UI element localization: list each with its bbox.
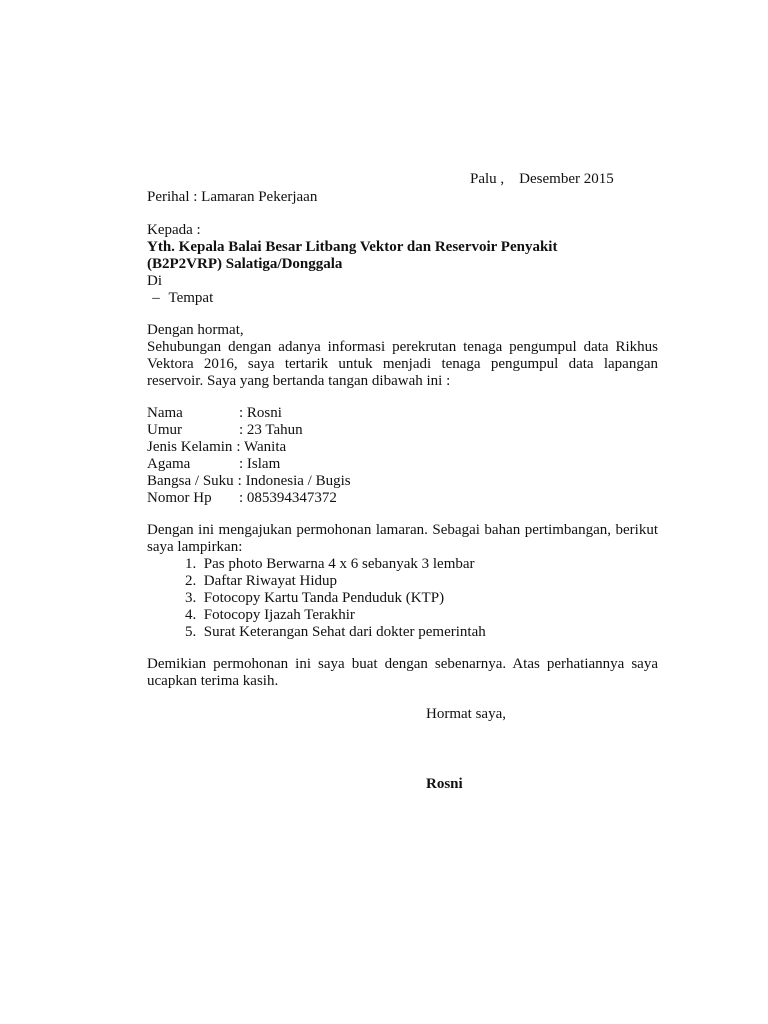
opening-block <box>147 322 658 390</box>
letter-subject <box>147 189 658 206</box>
recipient-kepada: Kepada : <box>147 222 201 238</box>
identity-row <box>147 473 658 490</box>
list-item <box>185 590 658 607</box>
identity-row <box>147 456 658 473</box>
identity-label: Bangsa / Suku <box>147 473 234 489</box>
paragraph-closing: Demikian permohonan ini saya buat dengan sebenarnya. Atas perhatiannya saya ucapkan terima kasih. <box>147 656 658 689</box>
identity-value: : Indonesia / Bugis <box>237 473 351 489</box>
paragraph-attachments: Dengan ini mengajukan permohonan lamaran. Sebagai bahan pertimbangan, berikut saya lampirkan: <box>147 522 658 555</box>
list-number: 3. <box>185 590 197 606</box>
list-item <box>185 624 658 641</box>
identity-label: Umur <box>147 422 182 438</box>
list-text: Surat Keterangan Sehat dari dokter pemerintah <box>203 624 486 640</box>
closing-greeting: Hormat saya, <box>426 706 506 722</box>
list-text: Fotocopy Ijazah Terakhir <box>203 607 355 623</box>
list-item <box>185 607 658 624</box>
recipient-tempat-line <box>147 290 658 307</box>
recipient-line-2: (B2P2VRP) Salatiga/Donggala <box>147 256 343 272</box>
subject-text: Perihal : Lamaran Pekerjaan <box>147 189 318 205</box>
list-number: 1. <box>185 556 197 572</box>
identity-label: Nomor Hp <box>147 490 212 506</box>
identity-label: Nama <box>147 405 183 421</box>
list-number: 2. <box>185 573 197 589</box>
identity-row <box>147 422 658 439</box>
attachments-block <box>147 522 658 641</box>
recipient-block <box>147 222 658 307</box>
identity-value: : 23 Tahun <box>239 422 303 438</box>
list-number: 4. <box>185 607 197 623</box>
closing-block <box>147 656 658 690</box>
list-text: Daftar Riwayat Hidup <box>203 573 338 589</box>
attachment-list <box>147 556 658 641</box>
identity-value: : Rosni <box>239 405 282 421</box>
list-text: Pas photo Berwarna 4 x 6 sebanyak 3 lembar <box>203 556 475 572</box>
recipient-di: Di <box>147 273 162 289</box>
list-item <box>185 573 658 590</box>
identity-row <box>147 405 658 422</box>
signer-name: Rosni <box>426 776 463 792</box>
identity-value: : Wanita <box>236 439 287 455</box>
paragraph-intro: Sehubungan dengan adanya informasi perekrutan tenaga pengumpul data Rikhus Vektora 2016, saya tertarik untuk menjadi tenaga pengumpul data lapangan reservoir. Saya yang bertanda tangan dibawah ini : <box>147 339 658 389</box>
identity-row <box>147 439 658 456</box>
dash-bullet: – <box>152 290 160 306</box>
identity-label: Agama <box>147 456 191 472</box>
identity-label: Jenis Kelamin <box>147 439 233 455</box>
identity-value: : 085394347372 <box>239 490 337 506</box>
list-item <box>185 556 658 573</box>
recipient-line-1: Yth. Kepala Balai Besar Litbang Vektor dan Reservoir Penyakit <box>147 239 558 255</box>
list-text: Fotocopy Kartu Tanda Penduduk (KTP) <box>203 590 445 606</box>
recipient-tempat: Tempat <box>168 290 214 306</box>
letter-date: Palu , Desember 2015 <box>470 171 614 187</box>
identity-row <box>147 490 658 507</box>
list-number: 5. <box>185 624 197 640</box>
opening-salutation: Dengan hormat, <box>147 322 244 338</box>
identity-table <box>147 405 658 507</box>
identity-value: : Islam <box>239 456 281 472</box>
